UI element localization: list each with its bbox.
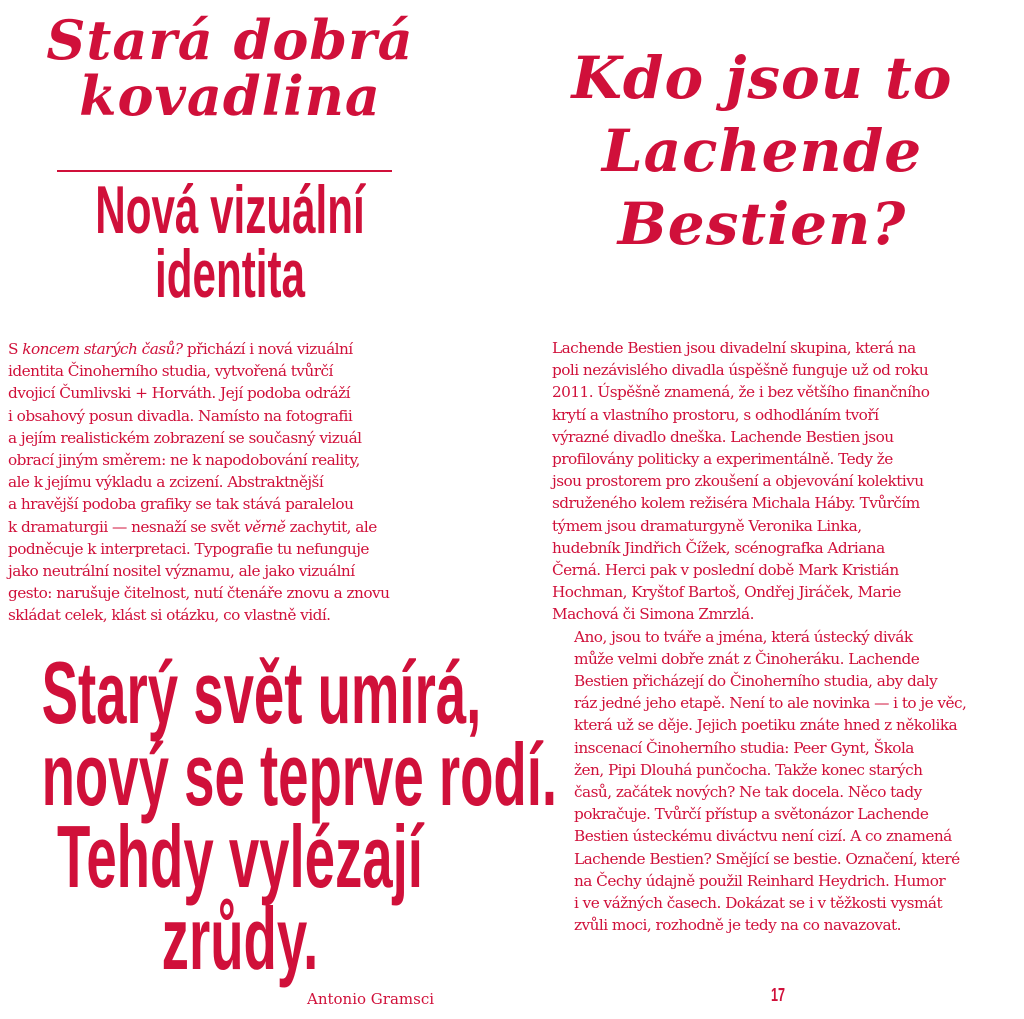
intro-paragraph [8,338,478,627]
paragraph-line: profilovány politicky a experimentálně. Tedy že [552,450,893,469]
paragraph-line [8,405,478,427]
paragraph-line: Lachende Bestien? Smějící se bestie. Označení, které [574,849,960,868]
paragraph-line: žen, Pipi Dlouhá punčocha. Takže konec starých [574,760,923,779]
quote-line: zrůdy. [161,889,319,988]
paragraph-line: pokračuje. Tvůrčí přístup a světonázor Lachende [574,805,929,824]
heading-line: Kdo jsou to [571,44,953,112]
paragraph-line: jsou prostorem pro zkoušení a objevování kolektivu [552,472,924,491]
line-text: ale k jejímu výkladu a zcizení. Abstraktnější [8,473,324,492]
line-text: a jejím realistickém zobrazení se současný vizuál [8,428,362,447]
page-number: 17 [771,985,786,1005]
quote-line: Starý svět umírá, [41,643,482,742]
paragraph-line: může velmi dobře znát z Činoheráku. Lachende [574,649,920,668]
paragraph-line [8,493,478,515]
paragraph-line: týmem jsou dramaturgyně Veronika Linka, [552,516,862,535]
paragraph-line: hudebník Jindřich Čížek, scénografka Adriana [552,538,885,557]
quote-line: nový se teprve rodí. [41,725,558,824]
emphasis-text: věrně [244,517,286,536]
paragraph-line [8,560,478,582]
line-text: dvojicí Čumlivski + Horváth. Její podoba odráží [8,384,350,403]
line-text: gesto: narušuje čitelnost, nutí čtenáře znovu a znovu [8,584,390,603]
paragraph-line: výrazné divadlo dneška. Lachende Bestien jsou [552,427,894,446]
line-text: a hravější podoba grafiky se tak stává paralelou [8,495,354,514]
heading-line: Nová vizuální [95,172,365,248]
paragraph-line: Lachende Bestien jsou divadelní skupina, která na [552,339,916,357]
paragraph-line [8,538,478,560]
heading-line: Stará dobrá [46,8,414,72]
heading-line: kovadlina [79,64,381,128]
paragraph-line [8,427,478,449]
paragraph-line: zvůli moci, rozhodně je tedy na co navazovat. [574,916,901,935]
paragraph-line: Hochman, Kryštof Bartoš, Ondřej Jiráček, Marie [552,583,901,602]
heading-old-anvil [40,8,420,128]
heading-line: Bestien? [617,190,907,258]
line-text: k dramaturgii — nesnaží se svět [8,517,245,536]
paragraph-line [8,604,478,626]
paragraph-line: krytí a vlastního prostoru, s odhodláním tvoří [552,405,879,424]
paragraph-line: inscenací Činoherního studia: Peer Gynt, Škola [574,738,914,757]
line-text: identita Činoherního studia, vytvořená tvůrčí [8,362,333,381]
paragraph-line: sdruženého kolem režiséra Michala Háby. Tvůrčím [552,494,920,513]
paragraph-line: i ve vážných časech. Dokázat se i v těžkosti vysmát [574,894,943,913]
article-body [552,337,1012,936]
right-page [512,0,1024,1019]
heading-line: Lachende [601,117,923,185]
line-text: S [8,340,23,358]
paragraph-line: Ano, jsou to tváře a jména, která ústecký divák [574,627,913,646]
paragraph-line: poli nezávislého divadla úspěšně funguje už od roku [552,361,929,380]
line-text: skládat celek, klást si otázku, co vlastně vidí. [8,606,331,625]
line-text: jako neutrální nositel významu, ale jako vizuální [8,562,355,581]
paragraph-line [8,582,478,604]
line-text: i obsahový posun divadla. Namísto na fotografii [8,406,353,425]
paragraph-line: časů, začátek nových? Ne tak docela. Něco tady [574,783,922,802]
paragraph-line: na Čechy údajně použil Reinhard Heydrich. Humor [574,871,946,890]
line-text: zachytit, ale [285,517,377,536]
paragraph-line: Machová či Simona Zmrzlá. [552,605,754,624]
paragraph-line: Bestien přicházejí do Činoherního studia, aby daly [574,672,938,691]
paragraph-1 [552,337,1012,626]
heading-new-visual-identity [75,172,385,312]
line-text: podněcuje k interpretaci. Typografie tu nefunguje [8,539,369,558]
paragraph-line [8,338,478,360]
paragraph-line [8,471,478,493]
line-text: přichází i nová vizuální [182,340,353,358]
gramsci-quote [41,643,558,988]
paragraph-line [8,516,478,538]
paragraph-2 [552,626,1012,937]
paragraph-line: Bestien ústeckému diváctvu není cizí. A co znamená [574,827,952,846]
paragraph-line: která už se děje. Jejich poetiku znáte hned z několika [574,716,958,735]
quote-line: Tehdy vylézají [57,807,423,906]
paragraph-line: Černá. Herci pak v poslední době Mark Kristián [552,561,899,580]
paragraph-line: ráz jedné jeho etapě. Není to ale novinka — i to je věc, [574,694,967,713]
paragraph-line: 2011. Úspěšně znamená, že i bez většího finančního [552,383,930,402]
heading-line: identita [155,236,305,312]
heading-who-are-lachende-bestien [542,42,982,261]
quote-author: Antonio Gramsci [307,990,435,1008]
paragraph-line [8,360,478,382]
line-text: obrací jiným směrem: ne k napodobování reality, [8,451,360,470]
paragraph-line [8,449,478,471]
paragraph-line [8,382,478,404]
emphasis-text: koncem starých časů? [22,340,183,358]
